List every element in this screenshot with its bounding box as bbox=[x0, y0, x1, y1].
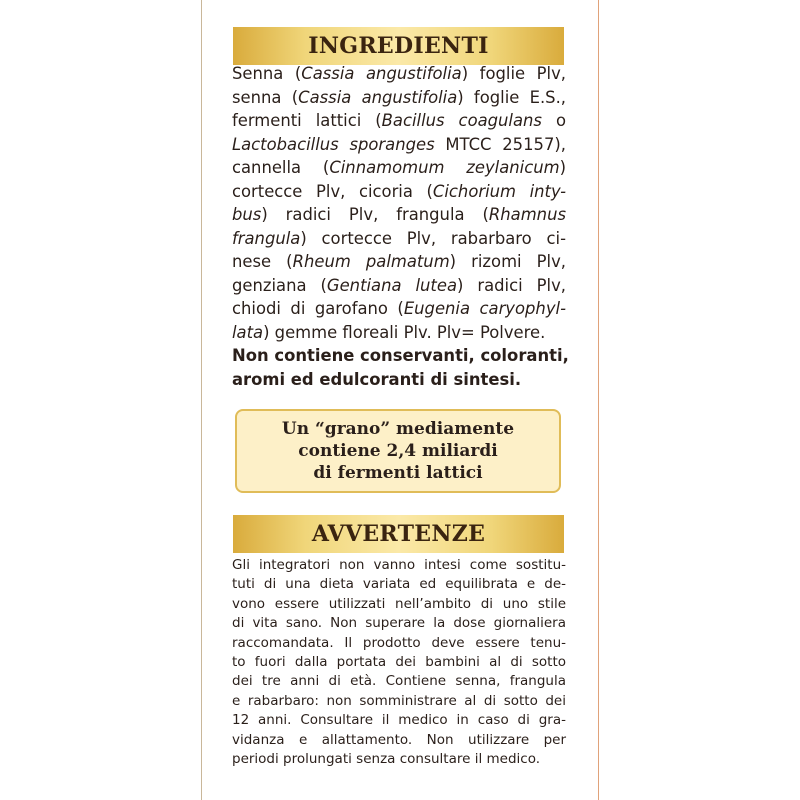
warnings-title: AVVERTENZE bbox=[311, 521, 486, 547]
probiotic-callout-box bbox=[235, 409, 561, 493]
warnings-line: periodi prolungati senza consultare il medico. bbox=[232, 751, 541, 768]
warnings-line: Gli integratori non vanno intesi come sostitu- bbox=[232, 557, 566, 573]
warnings-line: vono essere utilizzati nell’ambito di uno stile bbox=[232, 595, 566, 612]
label-panel bbox=[201, 0, 599, 800]
ingredient-text: ) cortecce Plv, rabarbaro ci- bbox=[300, 228, 566, 248]
ingredient-text: nese ( bbox=[232, 252, 293, 271]
warnings-line: 12 anni. Consultare il medico in caso di gra- bbox=[232, 712, 566, 729]
ingredients-title: INGREDIENTI bbox=[308, 33, 489, 59]
ingredients-line bbox=[232, 203, 566, 227]
ingredients-line bbox=[232, 274, 566, 298]
botanical-name: Gentiana lutea bbox=[326, 275, 457, 295]
botanical-name: Cassia angustifolia bbox=[298, 87, 458, 107]
botanical-name: Cichorium inty- bbox=[432, 181, 567, 201]
callout-line: Un “grano” mediamente bbox=[281, 419, 515, 439]
ingredients-line bbox=[232, 227, 566, 251]
ingredient-text: genziana ( bbox=[232, 275, 327, 295]
ingredients-line bbox=[232, 62, 566, 86]
ingredients-header bbox=[233, 27, 564, 65]
ingredient-text: o bbox=[541, 111, 566, 130]
botanical-name: frangula bbox=[232, 228, 301, 248]
ingredients-line bbox=[232, 321, 566, 345]
botanical-name: Bacillus coagulans bbox=[381, 111, 542, 130]
ingredient-text: cannella ( bbox=[232, 158, 330, 177]
botanical-name: Rhamnus bbox=[488, 205, 566, 224]
ingredient-text: ) gemme floreali Plv. Plv= Polvere. bbox=[263, 322, 546, 342]
ingredients-line bbox=[232, 156, 566, 180]
ingredients-line bbox=[232, 180, 566, 204]
warnings-header bbox=[233, 515, 564, 553]
ingredient-text: ) foglie E.S., bbox=[457, 87, 566, 107]
ingredient-text: senna ( bbox=[232, 87, 299, 107]
warnings-line: e rabarbaro: non somministrare al di sotto dei bbox=[232, 692, 566, 709]
no-additives-line: Non contiene conservanti, coloranti, bbox=[232, 346, 569, 365]
warnings-line: di vita sano. Non superare la dose giornaliera bbox=[232, 615, 566, 632]
ingredient-text: fermenti lattici ( bbox=[232, 111, 382, 130]
botanical-name: Eugenia caryophyl- bbox=[403, 299, 566, 318]
ingredients-text bbox=[232, 62, 566, 344]
warnings-line: to fuori dalla portata dei bambini al di sotto bbox=[232, 654, 566, 671]
no-additives-line: aromi ed edulcoranti di sintesi. bbox=[232, 369, 522, 389]
ingredient-text: Senna ( bbox=[232, 64, 302, 83]
ingredients-line bbox=[232, 109, 566, 133]
botanical-name: Rheum palmatum bbox=[292, 252, 450, 271]
warnings-text bbox=[232, 556, 566, 769]
ingredient-text: ) bbox=[559, 158, 566, 177]
ingredients-line bbox=[232, 250, 566, 274]
callout-line: contiene 2,4 miliardi bbox=[298, 441, 498, 461]
warnings-line: raccomandata. Il prodotto deve essere tenu- bbox=[232, 634, 566, 651]
warnings-line: tuti di una dieta variata ed equilibrata e de- bbox=[232, 576, 566, 593]
ingredients-line bbox=[232, 133, 566, 157]
ingredient-text: ) rizomi Plv, bbox=[449, 252, 567, 271]
ingredient-text: chiodi di garofano ( bbox=[232, 299, 404, 318]
botanical-name: lata bbox=[232, 322, 264, 342]
ingredient-text: cortecce Plv, cicoria ( bbox=[232, 181, 433, 201]
ingredients-line bbox=[232, 297, 566, 321]
no-additives-note bbox=[232, 344, 569, 391]
ingredient-text: ) radici Plv, frangula ( bbox=[261, 205, 489, 224]
callout-line: di fermenti lattici bbox=[313, 463, 483, 483]
warnings-line: vidanza e allattamento. Non utilizzare per bbox=[232, 731, 566, 748]
ingredient-text: ) foglie Plv, bbox=[461, 64, 566, 83]
botanical-name: Cinnamomum zeylanicum bbox=[329, 158, 560, 177]
warnings-line: dei tre anni di età. Contiene senna, frangula bbox=[232, 673, 566, 690]
botanical-name: Cassia angustifolia bbox=[301, 64, 462, 83]
ingredient-text: ) radici Plv, bbox=[457, 275, 566, 295]
ingredient-text: MTCC 25157), bbox=[434, 134, 567, 154]
botanical-name: bus bbox=[232, 205, 262, 224]
botanical-name: Lactobacillus sporanges bbox=[232, 134, 435, 154]
ingredients-line bbox=[232, 86, 566, 110]
